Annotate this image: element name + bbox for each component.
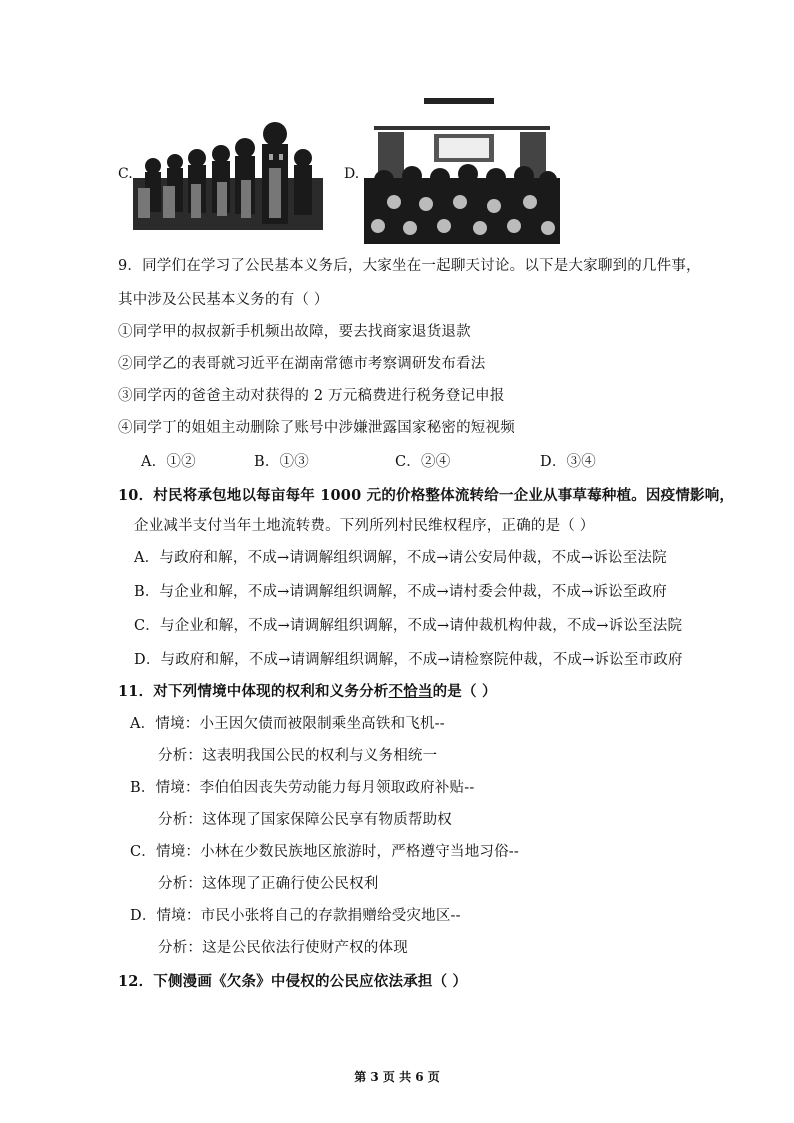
q11-option-b-scene: 情境：李伯伯因丧失劳动能力每月领取政府补贴-- xyxy=(155,780,475,796)
q10-stem-line1: 10．村民将承包地以每亩每年 1000 元的价格整体流转给一企业从事草莓种植。因疫情影响， xyxy=(118,487,735,504)
option-c-label: C. xyxy=(118,166,133,182)
military-training-image xyxy=(133,118,323,230)
q11-option-a[interactable] xyxy=(130,712,445,733)
q9-item-3: ③同学丙的爸爸主动对获得的 2 万元稿费进行税务登记申报 xyxy=(118,388,505,404)
q9-choice-d[interactable]: D．③④ xyxy=(540,454,596,470)
q9-stem-line1: 9．同学们在学习了公民基本义务后，大家坐在一起聊天讨论。以下是大家聊到的几件事， xyxy=(118,258,701,274)
q11-option-c-label: C． xyxy=(130,844,156,860)
q11-stem-before: 11．对下列情境中体现的权利和义务分析 xyxy=(118,683,389,700)
q11-stem-after: 的是（ ） xyxy=(432,683,497,700)
option-d-label: D. xyxy=(344,166,360,182)
q11-stem-underline: 不恰当 xyxy=(388,683,433,700)
q11-stem xyxy=(118,680,497,701)
q11-option-d-analysis: 分析：这是公民依法行使财产权的体现 xyxy=(158,940,408,956)
page-footer: 第 3 页 共 6 页 xyxy=(354,1070,440,1084)
q11-option-c[interactable] xyxy=(130,840,519,861)
q11-option-a-label: A． xyxy=(130,716,156,732)
meeting-hall-photo-icon xyxy=(364,98,560,244)
q11-option-d-label: D． xyxy=(130,908,157,924)
q11-option-b-analysis: 分析：这体现了国家保障公民享有物质帮助权 xyxy=(158,812,452,828)
q11-option-c-analysis: 分析：这体现了正确行使公民权利 xyxy=(158,876,379,892)
q9-item-2: ②同学乙的表哥就习近平在湖南常德市考察调研发布看法 xyxy=(118,356,486,372)
military-training-photo-icon xyxy=(133,118,323,230)
q10-stem-line2: 企业减半支付当年土地流转费。下列所列村民维权程序，正确的是（ ） xyxy=(134,518,595,534)
q11-option-a-analysis: 分析：这表明我国公民的权利与义务相统一 xyxy=(158,748,438,764)
q10-option-c[interactable]: C．与企业和解，不成→请调解组织调解，不成→请仲裁机构仲裁，不成→诉讼至法院 xyxy=(134,618,683,634)
q9-item-4: ④同学丁的姐姐主动删除了账号中涉嫌泄露国家秘密的短视频 xyxy=(118,420,515,436)
q11-option-a-scene: 情境：小王因欠债而被限制乘坐高铁和飞机-- xyxy=(155,716,445,732)
q10-option-a[interactable]: A．与政府和解，不成→请调解组织调解，不成→请公安局仲裁，不成→诉讼至法院 xyxy=(134,550,667,566)
q11-option-d[interactable] xyxy=(130,904,461,925)
q10-option-d[interactable]: D．与政府和解，不成→请调解组织调解，不成→请检察院仲裁，不成→诉讼至市政府 xyxy=(134,652,683,668)
q9-stem-line2: 其中涉及公民基本义务的有（ ） xyxy=(118,292,329,308)
q11-option-d-scene: 情境：市民小张将自己的存款捐赠给受灾地区-- xyxy=(156,908,461,924)
q11-option-c-scene: 情境：小林在少数民族地区旅游时，严格遵守当地习俗-- xyxy=(156,844,519,860)
q9-choice-c[interactable]: C．②④ xyxy=(395,454,451,470)
q9-choice-b[interactable]: B．①③ xyxy=(254,454,309,470)
q10-option-b[interactable]: B．与企业和解，不成→请调解组织调解，不成→请村委会仲裁，不成→诉讼至政府 xyxy=(134,584,668,600)
q11-option-b-label: B． xyxy=(130,780,156,796)
q9-item-1: ①同学甲的叔叔新手机频出故障，要去找商家退货退款 xyxy=(118,324,471,340)
q11-option-b[interactable] xyxy=(130,776,474,797)
meeting-hall-image xyxy=(364,98,560,244)
q12-stem: 12．下侧漫画《欠条》中侵权的公民应依法承担（ ） xyxy=(118,973,468,990)
q9-choice-a[interactable]: A．①② xyxy=(141,454,196,470)
